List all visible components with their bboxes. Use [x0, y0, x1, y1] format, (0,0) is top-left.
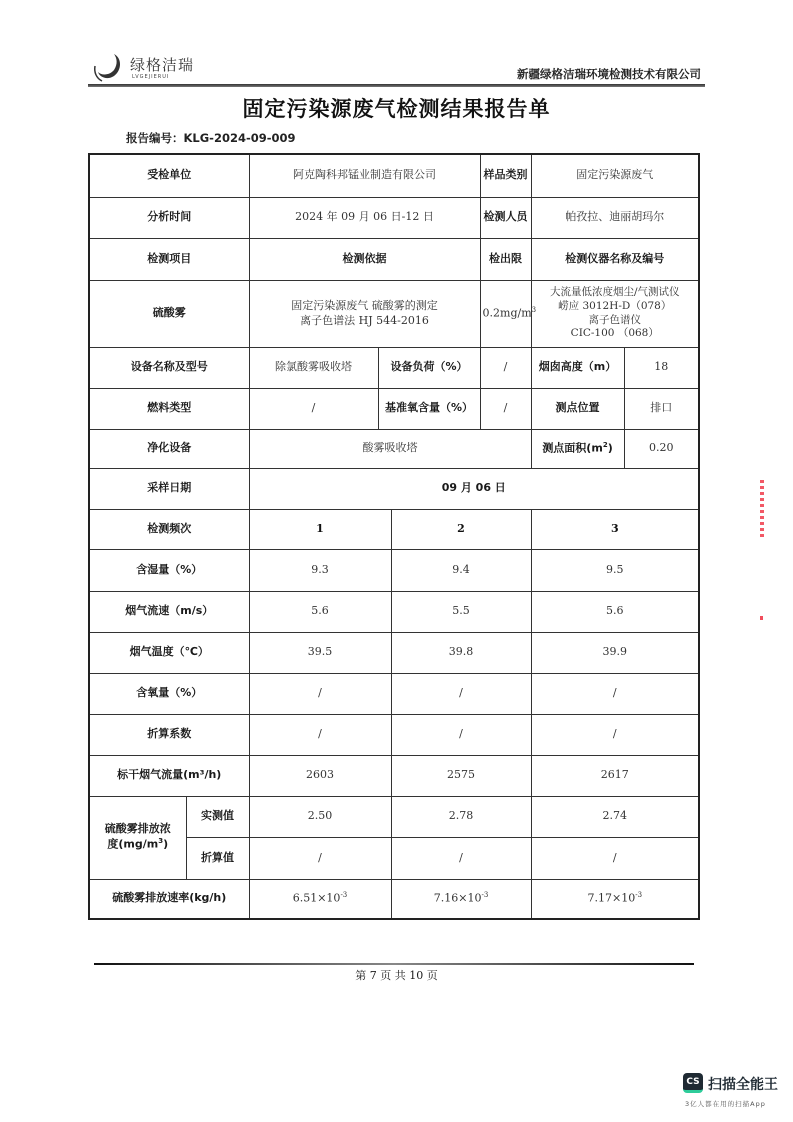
table-row — [89, 591, 699, 632]
cell-value-2: 5.5 — [391, 591, 531, 632]
cell-value-1: 2603 — [249, 755, 391, 796]
limit-sup: 3 — [531, 305, 537, 314]
item-value: 硫酸雾 — [89, 280, 249, 347]
cell-value-3: 3 — [531, 509, 699, 549]
row-label: 含湿量（%） — [89, 549, 249, 591]
page-title: 固定污染源废气检测结果报告单 — [242, 97, 551, 121]
cell-value-1: 1 — [249, 509, 391, 549]
footer-divider — [94, 963, 694, 965]
converted-value-1: / — [249, 837, 391, 879]
table-row — [89, 632, 699, 673]
row-analysis-time — [89, 197, 699, 238]
logo-swoosh-icon — [92, 50, 128, 86]
seal-stamp-mark — [760, 616, 763, 620]
conc-label-line-2 — [92, 837, 184, 853]
sample-date-label: 采样日期 — [89, 468, 249, 509]
row-label: 检测频次 — [89, 509, 249, 549]
ref-oxygen-label: 基准氧含量（%） — [378, 388, 480, 429]
converted-value-2: / — [391, 837, 531, 879]
sample-date-value: 09 月 06 日 — [249, 468, 699, 509]
instrument-value — [531, 280, 699, 347]
row-equipment — [89, 347, 699, 388]
purifier-label: 净化设备 — [89, 429, 249, 468]
page-number: 第 7 页 共 10 页 — [355, 969, 438, 982]
conc-label-unit: 度(mg/m — [107, 837, 159, 851]
row-label: 烟气流速（m/s） — [89, 591, 249, 632]
sample-type-value: 固定污染源废气 — [531, 154, 699, 197]
client-value: 阿克陶科邦锰业制造有限公司 — [249, 154, 480, 197]
instrument-header: 检测仪器名称及编号 — [531, 238, 699, 280]
instrument-line-3: 离子色谱仪 — [588, 313, 642, 326]
chimney-label: 烟囱高度（m） — [531, 347, 624, 388]
chimney-value: 18 — [624, 347, 699, 388]
point-value: 排口 — [624, 388, 699, 429]
row-client — [89, 154, 699, 197]
rate-base-1: 6.51×10 — [292, 891, 341, 905]
area-value: 0.20 — [624, 429, 699, 468]
cell-value-1: 39.5 — [249, 632, 391, 673]
cell-value-3: / — [531, 714, 699, 755]
row-method — [89, 280, 699, 347]
fuel-label: 燃料类型 — [89, 388, 249, 429]
load-value: / — [480, 347, 531, 388]
row-label: 烟气温度（℃） — [89, 632, 249, 673]
equipment-name-value: 除氯酸雾吸收塔 — [249, 347, 378, 388]
converted-value-3: / — [531, 837, 699, 879]
instrument-line-1: 大流量低浓度烟尘/气测试仪 — [549, 286, 680, 299]
table-row — [89, 755, 699, 796]
cell-value-2: 39.8 — [391, 632, 531, 673]
basis-value — [249, 280, 480, 347]
cell-value-1: / — [249, 673, 391, 714]
cell-value-3: 5.6 — [531, 591, 699, 632]
item-header: 检测项目 — [89, 238, 249, 280]
equipment-name-label: 设备名称及型号 — [89, 347, 249, 388]
analysis-time-label: 分析时间 — [89, 197, 249, 238]
cell-value-2: / — [391, 673, 531, 714]
basis-line-1: 固定污染源废气 硫酸雾的测定 — [291, 298, 438, 312]
cell-value-3: 2617 — [531, 755, 699, 796]
rate-value-1 — [249, 879, 391, 919]
conc-label — [89, 796, 186, 879]
row-rate — [89, 879, 699, 919]
measured-label: 实测值 — [186, 796, 249, 837]
header-divider — [88, 84, 705, 87]
rate-exp-1: -3 — [340, 891, 348, 899]
conc-label-end: ) — [163, 837, 169, 851]
converted-label: 折算值 — [186, 837, 249, 879]
fuel-value: / — [249, 388, 378, 429]
area-label-end: ) — [607, 441, 613, 455]
rate-exp-2: -3 — [481, 891, 489, 899]
rate-base-2: 7.16×10 — [433, 891, 482, 905]
report-number — [126, 130, 296, 146]
rate-value-3 — [531, 879, 699, 919]
seal-stamp-edge — [760, 480, 764, 540]
conc-label-sup: 3 — [158, 837, 164, 846]
cell-value-3: 9.5 — [531, 549, 699, 591]
row-label: 含氧量（%） — [89, 673, 249, 714]
basis-line-2: 离子色谱法 HJ 544-2016 — [300, 313, 429, 327]
cell-value-2: / — [391, 714, 531, 755]
area-label-text: 测点面积(m — [542, 441, 603, 455]
measured-value-1: 2.50 — [249, 796, 391, 837]
measured-value-2: 2.78 — [391, 796, 531, 837]
point-label: 测点位置 — [531, 388, 624, 429]
cell-value-2: 2 — [391, 509, 531, 549]
row-method-header — [89, 238, 699, 280]
results-table — [88, 153, 700, 920]
row-sample-date — [89, 468, 699, 509]
row-purifier — [89, 429, 699, 468]
cell-value-1: 9.3 — [249, 549, 391, 591]
basis-header: 检测依据 — [249, 238, 480, 280]
row-label: 折算系数 — [89, 714, 249, 755]
table-row — [89, 714, 699, 755]
conc-label-line-1: 硫酸雾排放浓 — [104, 822, 171, 836]
testers-label: 检测人员 — [480, 197, 531, 238]
row-measured — [89, 796, 699, 837]
rate-base-3: 7.17×10 — [587, 891, 636, 905]
instrument-line-2: 崂应 3012H-D（078） — [558, 299, 672, 312]
scanner-watermark — [683, 1073, 791, 1113]
purifier-value: 酸雾吸收塔 — [249, 429, 531, 468]
client-label: 受检单位 — [89, 154, 249, 197]
report-number-label: 报告编号： — [126, 131, 184, 145]
scanner-app-name: 扫描全能王 — [708, 1077, 778, 1093]
area-label-sup: 2 — [602, 440, 608, 449]
report-number-value: KLG-2024-09-009 — [183, 131, 296, 145]
table-row — [89, 549, 699, 591]
company-logo — [92, 50, 202, 86]
limit-header: 检出限 — [480, 238, 531, 280]
row-label: 标干烟气流量(m³/h) — [89, 755, 249, 796]
testers-value: 帕孜拉、迪丽胡玛尔 — [531, 197, 699, 238]
camscanner-icon: CS — [683, 1073, 703, 1093]
analysis-time-value: 2024 年 09 月 06 日-12 日 — [249, 197, 480, 238]
limit-number: 0.2mg/m — [482, 306, 532, 320]
scanner-tagline: 3亿人都在用的扫描App — [685, 1100, 766, 1108]
logo-text: 绿格洁瑞 — [130, 56, 195, 74]
cell-value-2: 2575 — [391, 755, 531, 796]
row-fuel — [89, 388, 699, 429]
cell-value-1: 5.6 — [249, 591, 391, 632]
cell-value-3: 39.9 — [531, 632, 699, 673]
sample-type-label: 样品类别 — [480, 154, 531, 197]
rate-exp-3: -3 — [635, 891, 643, 899]
table-row — [89, 673, 699, 714]
area-label — [531, 429, 624, 468]
limit-value — [480, 280, 537, 347]
cell-value-2: 9.4 — [391, 549, 531, 591]
rate-value-2 — [391, 879, 531, 919]
instrument-line-4: CIC-100 （068） — [570, 327, 659, 340]
ref-oxygen-value: / — [480, 388, 531, 429]
rate-label: 硫酸雾排放速率(kg/h) — [89, 879, 249, 919]
measured-value-3: 2.74 — [531, 796, 699, 837]
cell-value-3: / — [531, 673, 699, 714]
logo-subtext: LVGEJIERUI — [132, 74, 170, 80]
load-label: 设备负荷（%） — [378, 347, 480, 388]
cell-value-1: / — [249, 714, 391, 755]
table-row — [89, 509, 699, 549]
company-name: 新疆绿格洁瑞环境检测技术有限公司 — [517, 67, 701, 81]
